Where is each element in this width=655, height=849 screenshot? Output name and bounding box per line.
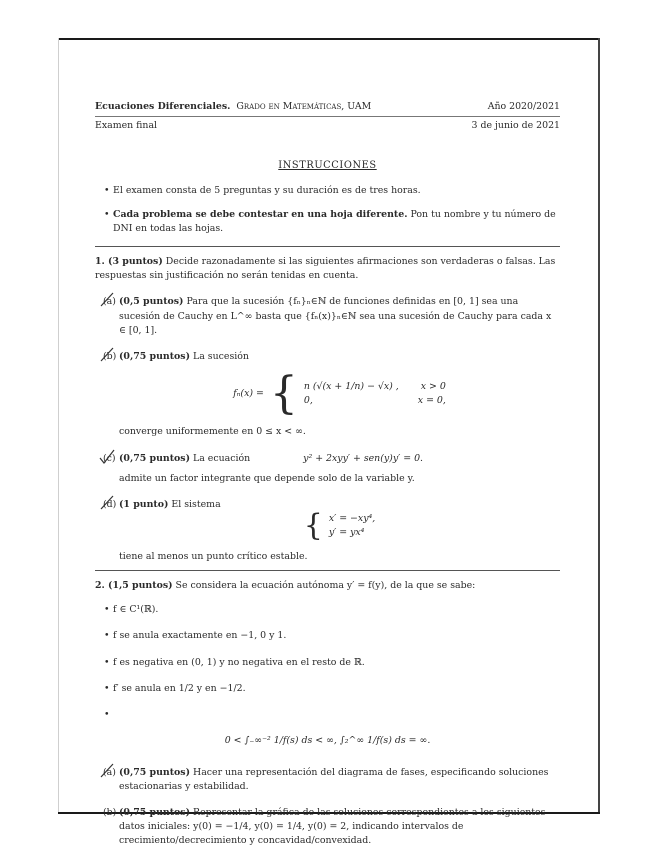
hypothesis-item	[113, 708, 560, 722]
system-equation: x′ = −xy⁴,	[328, 512, 376, 524]
scan-border-left	[58, 38, 59, 813]
part-points: (0,5 puntos)	[119, 296, 184, 308]
section-divider	[95, 570, 560, 571]
case-expression: 0,	[303, 394, 313, 406]
case-row	[304, 394, 446, 408]
course-title: Ecuaciones Diferenciales. Grado en Matemáticas, UAM	[95, 101, 372, 112]
part-text: La ecuación	[193, 452, 251, 464]
problem-1-statement	[95, 255, 560, 283]
case-condition: x = 0,	[417, 394, 446, 406]
instruction-item	[113, 208, 560, 236]
instructions-title: INSTRUCCIONES	[278, 160, 377, 172]
problem-2-part-b	[95, 806, 560, 848]
part-label: (d)	[103, 498, 116, 512]
part-points: (0,75 puntos)	[119, 767, 191, 779]
problem-1	[95, 255, 560, 564]
instruction-bold: Cada problema se debe contestar en una hoja diferente.	[113, 209, 408, 221]
hypothesis-item: • f ∈ C¹(ℝ).	[113, 603, 560, 617]
problem-1-part-c	[95, 452, 560, 486]
degree-name: Grado en Matemáticas, UAM	[236, 101, 372, 112]
part-label: (a)	[103, 295, 116, 309]
instruction-item: • El examen consta de 5 preguntas y su duración es de tres horas.	[113, 184, 560, 198]
part-points: (0,75 puntos)	[119, 807, 191, 819]
instruction-rest: Pon tu nombre y tu número de DNI en todas las hojas.	[113, 209, 556, 235]
system-rows	[329, 512, 375, 540]
exam-page	[95, 100, 560, 849]
hypothesis-item: • f′ se anula en 1/2 y en −1/2.	[113, 682, 560, 696]
exam-date: 3 de junio de 2021	[471, 120, 560, 132]
problem-1-heading: 1. (3 puntos)	[95, 256, 163, 268]
problem-2-heading: 2. (1,5 puntos)	[95, 580, 173, 592]
part-text: Para que la sucesión {fₙ}ₙ∈ℕ de funciones definidas en [0, 1] sea una sucesión de Cauchy en L^∞ basta que {fₙ(x)}ₙ∈ℕ sea una sucesión de Cauchy para cada x ∈ [0, 1].	[119, 296, 552, 336]
part-label: (b)	[103, 807, 117, 819]
hypothesis-item: • f es negativa en (0, 1) y no negativa en el resto de ℝ.	[113, 656, 560, 670]
section-divider	[95, 246, 560, 247]
part-after: converge uniformemente en 0 ≤ x < ∞.	[119, 426, 306, 438]
case-row	[304, 380, 446, 394]
header-divider	[95, 116, 560, 117]
problem-2-intro: Se considera la ecuación autónoma y′ = f(y), de la que se sabe:	[175, 580, 476, 592]
part-text: La sucesión	[193, 350, 249, 362]
problem-2-statement	[95, 579, 560, 593]
formula-lhs: fₙ(x) =	[233, 387, 264, 399]
academic-year: Año 2020/2021	[487, 101, 560, 112]
problem-1-intro: Decide razonadamente si las siguientes afirmaciones son verdaderas o falsas. Las respuestas sin justificación no serán tenidas en cuenta.	[95, 256, 556, 282]
part-label: (a)	[103, 766, 116, 780]
problem-2	[95, 579, 560, 848]
problem-2-part-a	[95, 766, 560, 794]
case-condition: x > 0	[420, 380, 446, 392]
part-after: tiene al menos un punto crítico estable.	[119, 551, 308, 563]
part-points: (0,75 puntos)	[119, 350, 191, 362]
part-text: Hacer una representación del diagrama de fases, especificando soluciones estacionarias y estabilidad.	[119, 767, 549, 793]
scan-border-right	[598, 38, 600, 813]
problem-2-hypotheses	[95, 603, 560, 722]
part-label: (b)	[103, 350, 116, 364]
system-equation: y′ = yx⁴	[328, 527, 365, 539]
part-after: admite un factor integrante que depende solo de la variable y.	[119, 472, 415, 484]
integral-conditions: 0 < ∫₋∞⁻² 1/f(s) ds < ∞, ∫₂^∞ 1/f(s) ds = ∞.	[224, 734, 431, 746]
part-points: (1 punto)	[119, 498, 169, 510]
ode-system	[119, 507, 560, 543]
formula-cases	[304, 374, 446, 414]
equation: y² + 2xyy′ + sen(y)y′ = 0.	[303, 452, 424, 464]
header-row-2	[95, 119, 560, 133]
part-text: Representar la gráfica de las soluciones correspondientes a los siguientes datos iniciales: y(0) = −1/4, y(0) = 1/4, y(0) = 2, indicando intervalos de crecimiento/decrecimiento y concavidad/convexidad.	[119, 807, 546, 847]
case-expression: n (√(x + 1/n) − √x) ,	[303, 380, 399, 392]
brace-symbol: {	[303, 507, 323, 543]
problem-1-part-b	[95, 350, 560, 440]
exam-type: Examen final	[95, 120, 158, 132]
part-label: (c)	[103, 452, 116, 466]
problem-1-part-d	[95, 498, 560, 564]
header-row-1	[95, 100, 560, 114]
brace-symbol: {	[269, 367, 298, 419]
instructions-list	[95, 184, 560, 236]
hypothesis-item: • f se anula exactamente en −1, 0 y 1.	[113, 629, 560, 643]
part-text: El sistema	[171, 498, 221, 510]
piecewise-formula	[119, 367, 560, 419]
problem-1-part-a	[95, 295, 560, 337]
scan-border-top	[58, 38, 600, 40]
part-points: (0,75 puntos)	[119, 452, 191, 464]
